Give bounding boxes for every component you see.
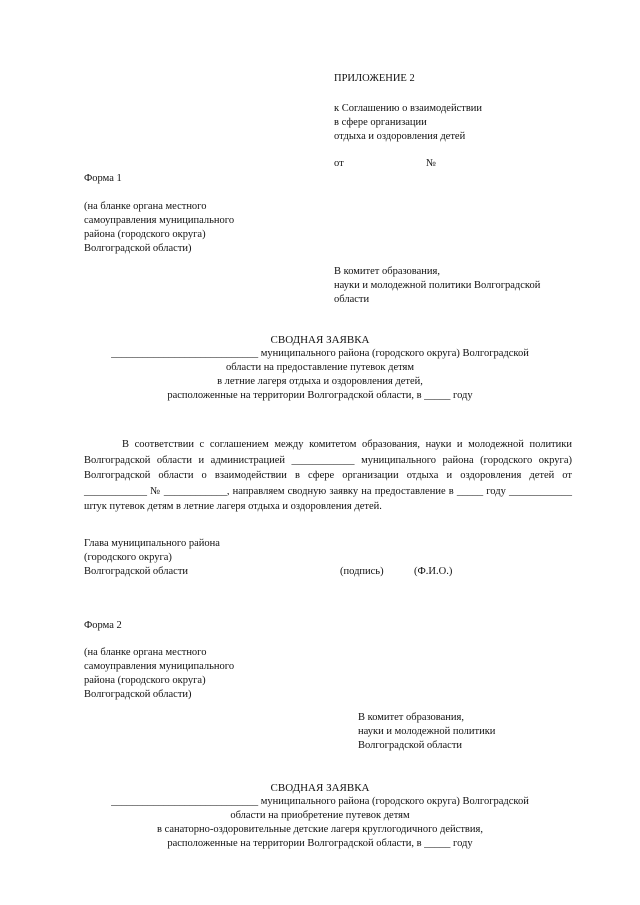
signature-label: (подпись) — [340, 566, 384, 577]
form2-label: Форма 2 — [84, 620, 122, 631]
blank-note-line: (на бланке органа местного — [84, 647, 207, 658]
addressee-line: В комитет образования, — [358, 712, 464, 723]
blank-note-line: Волгоградской области) — [84, 243, 192, 254]
form1-blank-note — [84, 200, 304, 256]
addressee-line: области — [334, 294, 370, 305]
form2-subtitle-line: ____________________________ муниципального района (городского округа) Волгоградской — [111, 796, 529, 807]
form2-subtitle-line: расположенные на территории Волгоградской области, в _____ году — [167, 838, 473, 849]
appendix-line: отдыха и оздоровления детей — [334, 131, 466, 142]
appendix-line: к Соглашению о взаимодействии — [334, 103, 483, 114]
appendix-header — [334, 72, 594, 144]
signatory-line: (городского округа) — [84, 552, 172, 563]
addressee-line: В комитет образования, — [334, 266, 440, 277]
blank-note-line: Волгоградской области) — [84, 689, 192, 700]
blank-note-line: района (городского округа) — [84, 229, 206, 240]
addressee-line: науки и молодежной политики — [358, 726, 496, 737]
form1-subtitle-line: расположенные на территории Волгоградской области, в _____ году — [167, 390, 473, 401]
form2-title: СВОДНАЯ ЗАЯВКА — [270, 782, 370, 794]
signatory-line: Волгоградской области — [84, 566, 189, 577]
form2-heading — [60, 781, 580, 851]
appendix-title: ПРИЛОЖЕНИЕ 2 — [334, 73, 415, 84]
form1-signatory — [84, 537, 304, 579]
form1-subtitle-line: ____________________________ муниципального района (городского округа) Волгоградской — [111, 348, 529, 359]
form1-title: СВОДНАЯ ЗАЯВКА — [270, 334, 370, 346]
addressee-line: Волгоградской области — [358, 740, 463, 751]
form1-label: Форма 1 — [84, 173, 122, 184]
addressee-line: науки и молодежной политики Волгоградской — [334, 280, 541, 291]
form2-subtitle-line: области на приобретение путевок детям — [230, 810, 410, 821]
signatory-line: Глава муниципального района — [84, 538, 220, 549]
fio-label: (Ф.И.О.) — [414, 566, 453, 577]
blank-note-line: самоуправления муниципального — [84, 661, 235, 672]
blank-note-line: самоуправления муниципального — [84, 215, 235, 226]
form1-subtitle-line: области на предоставление путевок детям — [225, 362, 415, 373]
blank-note-line: (на бланке органа местного — [84, 201, 207, 212]
form2-addressee — [358, 711, 588, 753]
form2-blank-note — [84, 646, 304, 702]
appendix-line: в сфере организации — [334, 117, 427, 128]
form1-addressee — [334, 265, 584, 307]
appendix-from-label: от — [334, 158, 344, 169]
blank-note-line: района (городского округа) — [84, 675, 206, 686]
form2-subtitle-line: в санаторно-оздоровительные детские лагеря круглогодичного действия, — [157, 824, 483, 835]
form1-subtitle-line: в летние лагеря отдыха и оздоровления детей, — [217, 376, 423, 387]
appendix-number-label: № — [426, 158, 437, 169]
form1-body-paragraph: В соответствии с соглашением между комитетом образования, науки и молодежной политики Волгоградской области и администрацией ____________ муниципального района (городского округа) Волгоградской области о взаимодействии в сфере организации отдыха и оздоровления детей от ____________ № ____________, направляем сводную заявку на предоставление в _____ году ____________ штук путевок детям в летние лагеря отдыха и оздоровления детей. — [84, 439, 572, 512]
form1-heading — [60, 333, 580, 403]
